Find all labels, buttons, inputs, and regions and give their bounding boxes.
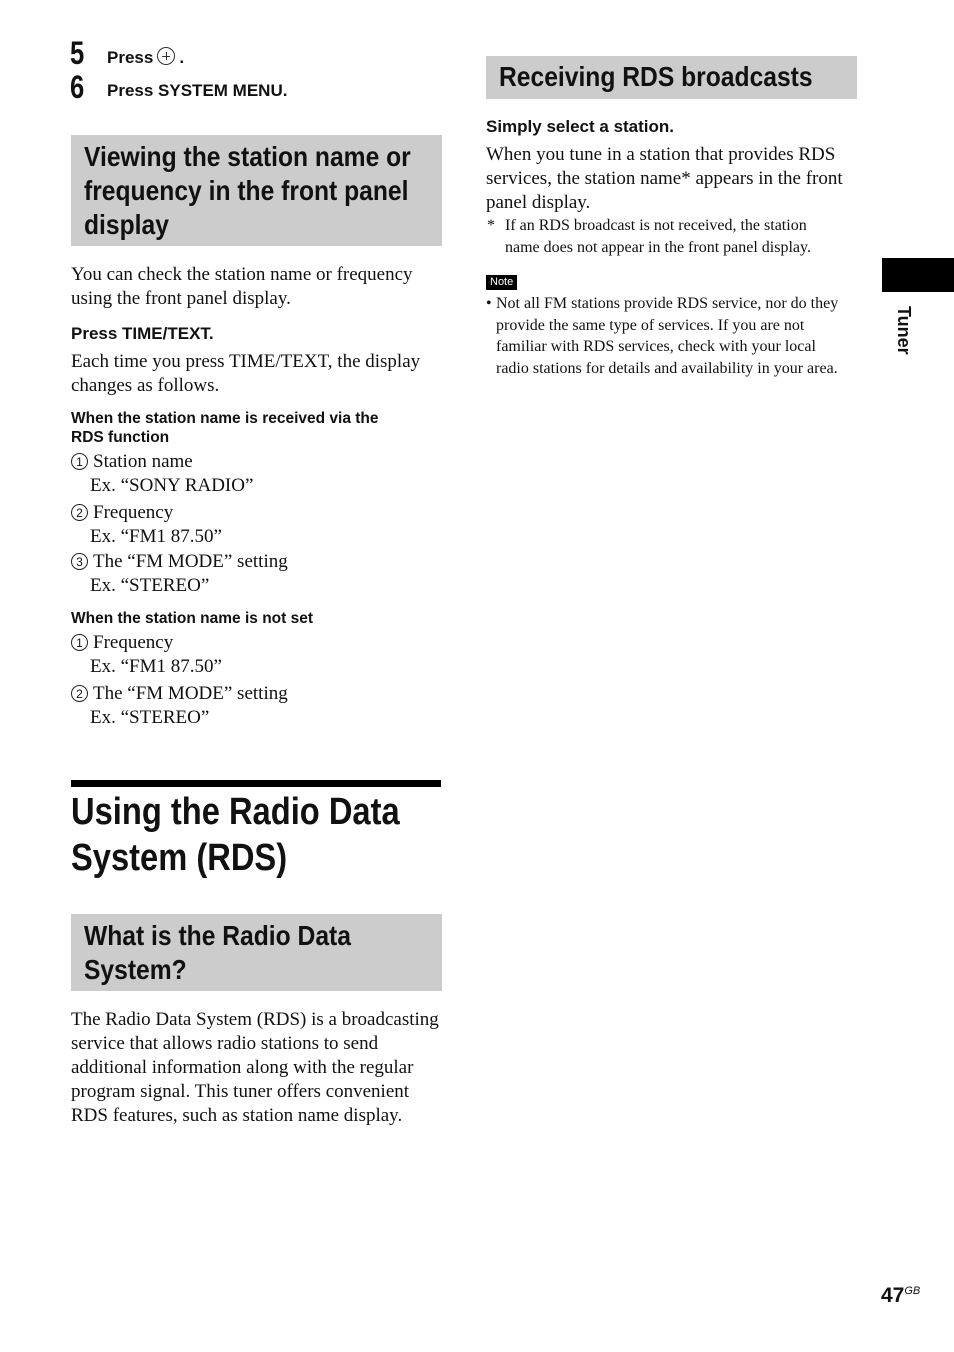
section-heading-line: frequency in the front panel (84, 175, 409, 206)
text-line: panel display. (486, 192, 591, 213)
footnote-mark: * (487, 217, 495, 234)
chapter-tab-label: Tuner (894, 306, 914, 355)
note-text (496, 293, 838, 379)
text-line: RDS features, such as station name display. (71, 1105, 403, 1126)
text-line: When you tune in a station that provides RDS (486, 144, 836, 165)
instruction: Press TIME/TEXT. (71, 324, 214, 343)
footnote (505, 215, 811, 258)
subheading (71, 409, 379, 447)
list-item (71, 550, 441, 598)
subheading: When the station name is not set (71, 610, 313, 627)
list-item (71, 682, 441, 730)
text-line: program signal. This tuner offers convenient (71, 1081, 410, 1102)
text-line: changes as follows. (71, 375, 220, 396)
step-text-before: Press (107, 48, 154, 67)
text-line: services, the station name* appears in the front (486, 168, 843, 189)
item-example: Ex. “SONY RADIO” (90, 475, 254, 496)
text-line: Not all FM stations provide RDS service, nor do they (496, 295, 839, 312)
text-line: You can check the station name or frequency (71, 264, 413, 285)
text-line: The Radio Data System (RDS) is a broadcasting (71, 1009, 439, 1030)
text-line: Each time you press TIME/TEXT, the display (71, 351, 421, 372)
title-line: System (RDS) (71, 837, 288, 879)
circled-number: 1 (71, 453, 88, 470)
chapter-tab (882, 258, 954, 292)
enter-icon (157, 47, 175, 65)
text-line: additional information along with the regular (71, 1057, 414, 1078)
page-number (881, 1284, 920, 1308)
text-line: provide the same type of services. If you are not (496, 316, 805, 334)
text-line: name does not appear in the front panel display. (505, 238, 811, 256)
section-heading-line: System? (84, 954, 187, 985)
text-line: familiar with RDS services, check with your local (496, 338, 816, 355)
list-item (71, 631, 441, 679)
item-example: Ex. “FM1 87.50” (90, 526, 222, 547)
item-example: Ex. “STEREO” (90, 707, 210, 728)
step-text: Press SYSTEM MENU. (107, 81, 288, 100)
circled-number: 3 (71, 553, 88, 570)
text-line: radio stations for details and availability in your area. (496, 359, 838, 377)
note-bullet: • (486, 295, 492, 312)
item-example: Ex. “FM1 87.50” (90, 656, 222, 677)
circled-number: 1 (71, 634, 88, 651)
list-item (71, 501, 441, 549)
description-paragraph (71, 350, 420, 398)
text-line: RDS function (71, 429, 170, 446)
item-label: Station name (93, 451, 193, 472)
text-line: using the front panel display. (71, 288, 291, 309)
page-number-suffix: GB (904, 1285, 921, 1297)
text-line: service that allows radio stations to send (71, 1033, 379, 1054)
title-rule (71, 780, 441, 787)
item-label: The “FM MODE” setting (93, 551, 288, 572)
section-heading-box (71, 135, 442, 246)
section-heading-line: What is the Radio Data (84, 920, 351, 951)
step-number: 5 (70, 35, 85, 71)
section-heading-box (71, 914, 442, 991)
step-text-after: . (179, 48, 185, 67)
rds-display-list (71, 450, 441, 598)
instruction: Simply select a station. (486, 117, 675, 136)
text-line: If an RDS broadcast is not received, the station (505, 217, 807, 234)
note-label: Note (486, 275, 517, 290)
circled-number: 2 (71, 685, 88, 702)
title-line: Using the Radio Data (71, 791, 400, 833)
rds-description (71, 1008, 439, 1128)
notset-display-list (71, 631, 441, 730)
section-heading-line: Viewing the station name or (84, 141, 411, 172)
text-line: When the station name is received via the (71, 410, 379, 427)
section-heading-line: display (84, 209, 169, 240)
item-label: Frequency (93, 632, 174, 653)
step-text (107, 47, 184, 68)
item-label: Frequency (93, 502, 174, 523)
list-item (71, 450, 441, 498)
chapter-title (71, 789, 453, 881)
circled-number: 2 (71, 504, 88, 521)
item-example: Ex. “STEREO” (90, 575, 210, 596)
intro-paragraph (71, 263, 413, 311)
item-label: The “FM MODE” setting (93, 683, 288, 704)
page-number-value: 47 (881, 1284, 905, 1307)
step-number: 6 (70, 69, 85, 105)
section-heading: Receiving RDS broadcasts (499, 61, 813, 92)
receiving-paragraph (486, 143, 843, 215)
section-heading-box (486, 56, 857, 99)
